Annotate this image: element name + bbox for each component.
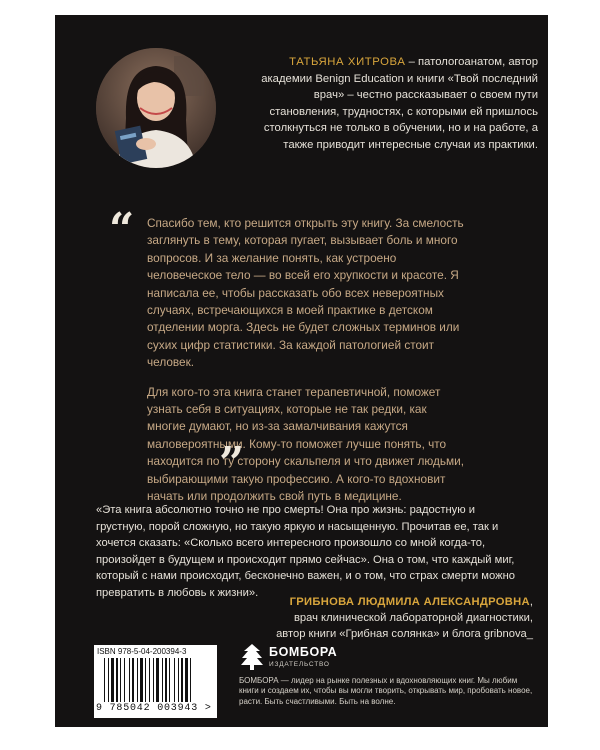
publisher-logo [239, 643, 349, 673]
review-author [225, 595, 533, 642]
back-cover [55, 15, 548, 727]
author-bio [248, 54, 538, 153]
review-author-name: ГРИБНОВА ЛЮДМИЛА АЛЕКСАНДРОВНА [289, 596, 530, 608]
publisher-logo-subtitle: ИЗДАТЕЛЬСТВО [269, 661, 330, 668]
author-bio-text: – патологоанатом, автор академии Benign Education и книги «Твой последний врач» – честно рассказывает о своем пути становления, трудностях, с которыми ей пришлось столкнуться не только в обучении, но и на работе, а также приводит интересные случаи из практики. [261, 56, 538, 151]
close-quote-icon: ” [219, 438, 245, 489]
author-portrait-image [96, 48, 216, 168]
author-quote [147, 215, 467, 518]
author-photo [96, 48, 216, 168]
review-author-book: автор книги «Грибная солянка» и блога gribnova_ [276, 627, 533, 640]
review-text: «Эта книга абсолютно точно не про смерть! Она про жизнь: радостную и грустную, порой сложную, но такую яркую и насыщенную. Прочитав ее, так и хочется сказать: «Сколько всего интересного произошло со мной когда-то, произойдет в будущем и происходит прямо сейчас». Она о том, что каждый миг, который с нами происходит, бесконечно важен, и о том, что страх смерти можно превратить в любовь к жизни». [96, 504, 515, 599]
isbn-label: ISBN 978-5-04-200394-3 [97, 647, 187, 656]
review-author-comma: , [529, 596, 533, 608]
open-quote-icon: “ [109, 204, 135, 255]
barcode-bars [104, 658, 207, 702]
quote-paragraph-2: Для кого-то эта книга станет терапевтичной, поможет узнать себя в ситуациях, которые не так редки, как многие думают, но из-за замалчивания кажутся маловероятными. Кому-то поможет лучше понять, что находится по ту сторону скальпеля и что движет людьми, выбирающими такую профессию. А кого-то вдохновит начать или продолжить свой путь в медицине. [147, 384, 465, 504]
ean-number: 9 785042 003943 > [96, 703, 212, 714]
bombora-logo-icon [239, 643, 265, 671]
author-name: ТАТЬЯНА ХИТРОВА [289, 56, 406, 68]
review-author-role: врач клинической лабораторной диагностики, [293, 611, 533, 624]
quote-paragraph-1: Спасибо тем, кто решится открыть эту книгу. За смелость заглянуть в тему, которая пугает, вызывает боль и много вопросов. И за желание понять, как устроено человеческое тело — во всей его хрупкости и красоте. Я написала ее, чтобы рассказать обо всех невероятных случаях, встречающихся в моей практике в детском отделении морга. Здесь не будет сложных терминов или сухих цифр статистики. За каждой патологией стоит человек. [147, 216, 464, 370]
publisher-logo-title: БОМБОРА [269, 645, 338, 659]
barcode [94, 645, 217, 718]
publisher-description: БОМБОРА — лидер на рынке полезных и вдохновляющих книг. Мы любим книги и создаем их, чтобы вы могли творить, открывать мир, пробовать новое, расти. Быть счастливыми. Быть на волне. [239, 676, 533, 706]
